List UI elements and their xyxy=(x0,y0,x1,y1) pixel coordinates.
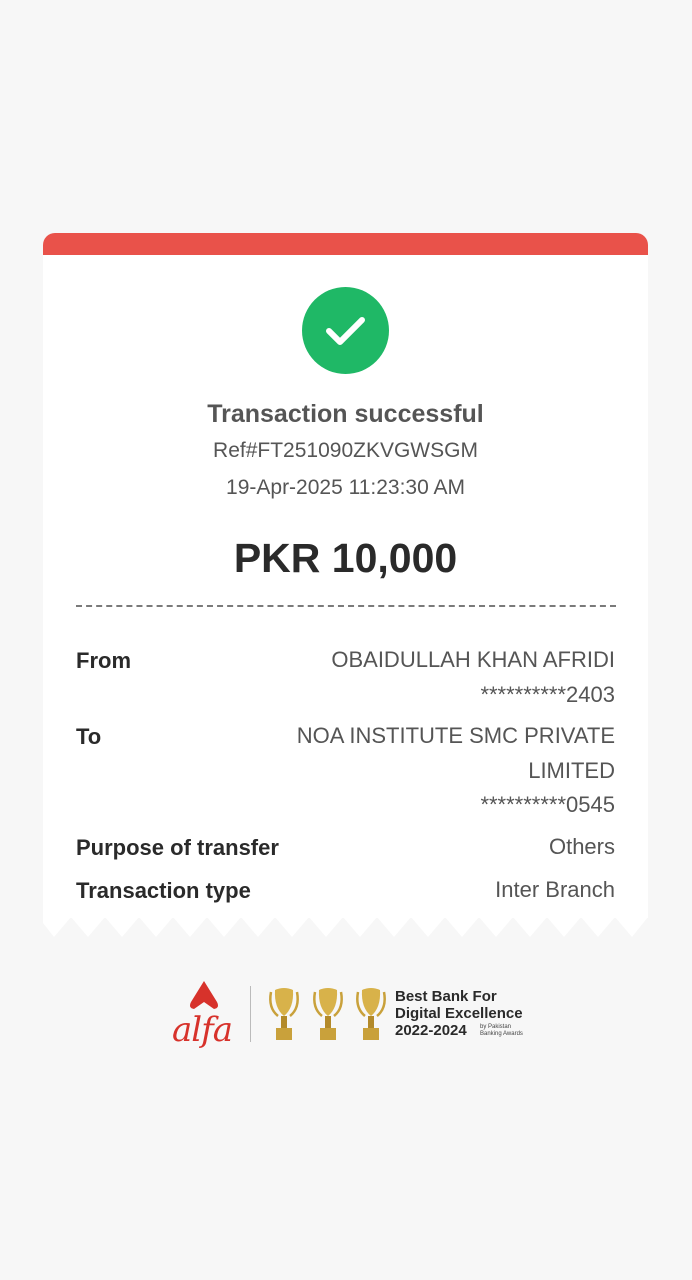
from-label: From xyxy=(76,648,131,673)
trophy-icon xyxy=(310,986,346,1044)
type-value: Inter Branch xyxy=(495,877,615,902)
trophy-icon xyxy=(266,986,302,1044)
footer-separator xyxy=(250,986,251,1042)
receipt-zigzag-edge xyxy=(43,917,648,939)
to-account: **********0545 xyxy=(480,792,615,817)
status-title: Transaction successful xyxy=(207,400,484,428)
award-source xyxy=(480,1024,523,1038)
footer-branding xyxy=(170,978,530,1048)
from-value xyxy=(285,643,615,712)
to-name-line1: NOA INSTITUTE SMC PRIVATE xyxy=(296,723,615,748)
to-value xyxy=(285,719,615,823)
receipt-header-band xyxy=(43,233,648,255)
from-name: OBAIDULLAH KHAN AFRIDI xyxy=(331,647,615,672)
award-line1: Best Bank For xyxy=(395,988,497,1005)
to-label: To xyxy=(76,724,102,749)
award-line3: 2022-2024 xyxy=(395,1022,467,1039)
trophy-icon xyxy=(353,986,389,1044)
purpose-value: Others xyxy=(548,834,615,859)
award-line2: Digital Excellence xyxy=(395,1005,523,1022)
reference-number: Ref#FT251090ZKVGWSGM xyxy=(213,439,478,462)
brand-name: alfa xyxy=(172,1010,232,1050)
checkmark-icon xyxy=(302,287,389,374)
award-small2: Banking Awards xyxy=(480,1031,523,1037)
transaction-receipt xyxy=(43,233,648,938)
transaction-amount: PKR 10,000 xyxy=(233,535,458,581)
dashed-divider xyxy=(76,605,616,607)
type-label: Transaction type xyxy=(76,878,251,903)
success-check-badge xyxy=(302,287,389,374)
award-small1: by Pakistan xyxy=(480,1024,512,1030)
transaction-datetime: 19-Apr-2025 11:23:30 AM xyxy=(226,476,465,499)
from-account: **********2403 xyxy=(480,681,615,707)
to-name-line2: LIMITED xyxy=(528,757,615,783)
purpose-label: Purpose of transfer xyxy=(76,835,279,860)
